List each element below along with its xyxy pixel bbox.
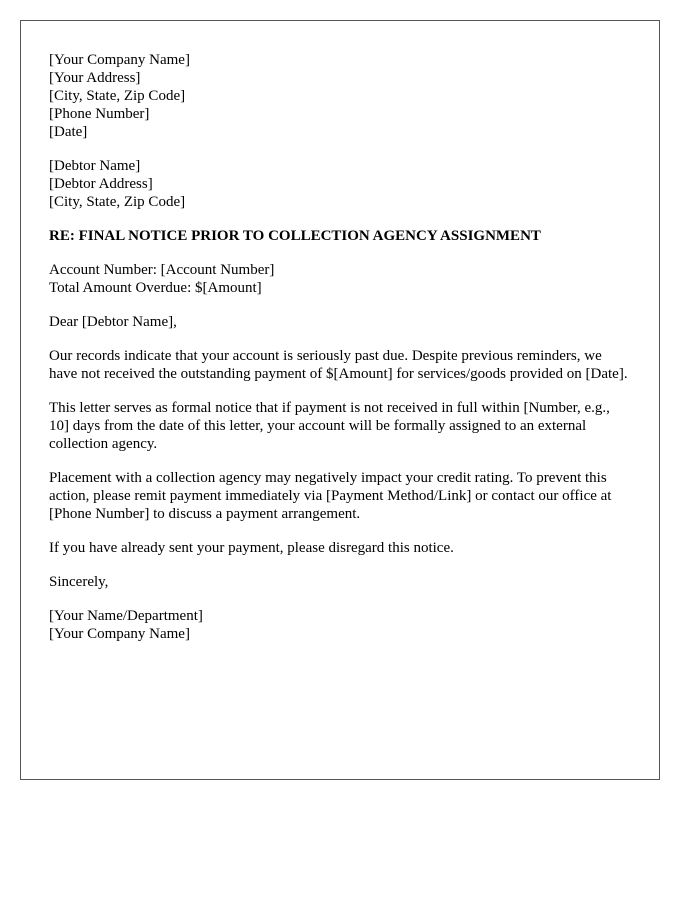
recipient-block: [49, 157, 631, 211]
sender-address: [Your Address]: [49, 70, 141, 86]
signature-name-department: [Your Name/Department]: [49, 608, 203, 624]
letter-page: [20, 20, 660, 780]
paragraph-past-due: Our records indicate that your account is seriously past due. Despite previous reminders, we have not received the outstanding payment of $[Amount] for services/goods provided on [Date].: [49, 348, 628, 382]
paragraph-formal-notice: This letter serves as formal notice that if payment is not received in full within [Number, e.g., 10] days from the date of this letter, your account will be formally assigned to an external collection agency.: [49, 400, 610, 452]
signature-block: [49, 607, 631, 643]
sender-block: [49, 51, 631, 141]
amount-overdue: Total Amount Overdue: $[Amount]: [49, 280, 262, 296]
salutation: Dear [Debtor Name],: [49, 314, 177, 330]
letter-date: [Date]: [49, 124, 88, 140]
account-number: Account Number: [Account Number]: [49, 262, 275, 278]
paragraph-credit-impact: Placement with a collection agency may negatively impact your credit rating. To prevent this action, please remit payment immediately via [Payment Method/Link] or contact our office at [Phone Number] to discuss a payment arrangement.: [49, 470, 612, 522]
subject-line: RE: FINAL NOTICE PRIOR TO COLLECTION AGENCY ASSIGNMENT: [49, 228, 541, 244]
recipient-name: [Debtor Name]: [49, 158, 141, 174]
closing: Sincerely,: [49, 574, 109, 590]
signature-company: [Your Company Name]: [49, 626, 190, 642]
sender-city-state-zip: [City, State, Zip Code]: [49, 88, 186, 104]
paragraph-disregard: If you have already sent your payment, please disregard this notice.: [49, 540, 454, 556]
account-block: [49, 261, 631, 297]
sender-company: [Your Company Name]: [49, 52, 190, 68]
sender-phone: [Phone Number]: [49, 106, 150, 122]
recipient-city-state-zip: [City, State, Zip Code]: [49, 194, 186, 210]
recipient-address: [Debtor Address]: [49, 176, 153, 192]
